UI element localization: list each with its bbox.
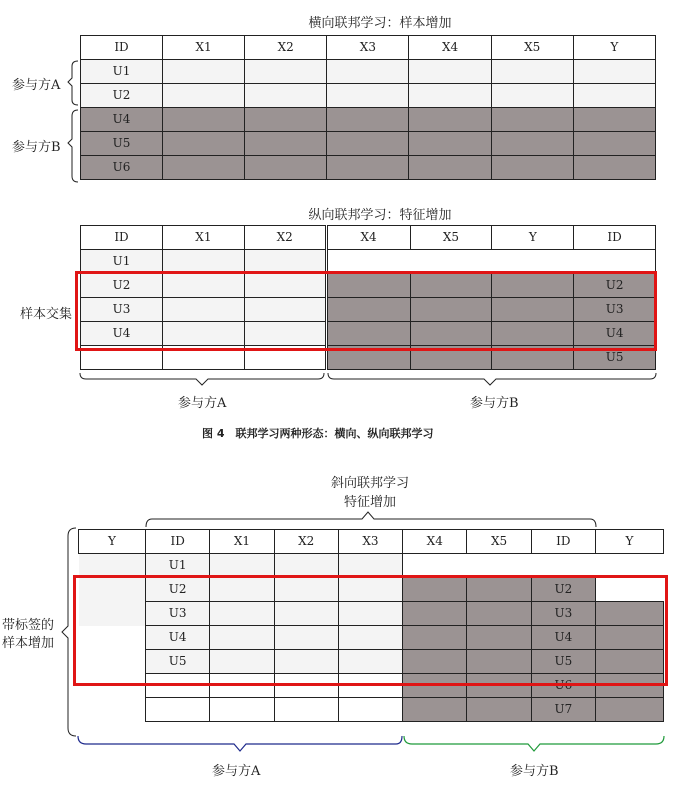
fig3-header-cell: X5	[467, 530, 531, 554]
row-id: U2	[574, 274, 656, 298]
fig2-intersection-highlight	[75, 271, 657, 351]
row-id: U1	[81, 60, 163, 84]
row-id: U3	[531, 602, 595, 626]
fig3-header-cell: X2	[274, 530, 338, 554]
row-id: U7	[531, 698, 595, 722]
fig3-party-a-label: 参与方A	[212, 764, 261, 779]
fig1-brace-b	[68, 110, 78, 182]
fig1-header-cell: X3	[327, 36, 409, 60]
row-id: U2	[146, 578, 210, 602]
fig3-header-cell: ID	[146, 530, 210, 554]
fig3-header-cell: X1	[210, 530, 274, 554]
fig1-party-a-label: 参与方A	[12, 78, 61, 93]
fig1-title: 横向联邦学习：样本增加	[308, 16, 452, 31]
fig2-side-label: 样本交集	[20, 307, 73, 322]
table-row	[81, 250, 656, 274]
fig1-brace-a	[68, 61, 78, 105]
row-id: U2	[81, 84, 163, 108]
row-id: U1	[81, 250, 163, 274]
table-row	[79, 698, 664, 722]
row-id: U3	[81, 298, 163, 322]
fig3-party-b-label: 参与方B	[510, 764, 559, 779]
fig2-party-a-label: 参与方A	[178, 396, 227, 411]
fig1-party-b-label: 参与方B	[12, 140, 61, 155]
row-id: U6	[81, 156, 163, 180]
fig2-header-cell: Y	[492, 226, 574, 250]
fig3-header-cell: X4	[403, 530, 467, 554]
row-id: U2	[531, 578, 595, 602]
row-id: U1	[146, 554, 210, 578]
fig2-header-cell: X1	[163, 226, 245, 250]
fig3-header-cell: X3	[338, 530, 402, 554]
fig3-labeled-sample-highlight	[73, 575, 668, 686]
fig3-side-label-line2: 样本增加	[2, 636, 55, 651]
row-id: U4	[531, 626, 595, 650]
row-id: U5	[574, 346, 656, 370]
table-row	[79, 554, 664, 578]
fig3-header-cell: ID	[531, 530, 595, 554]
row-id: U5	[81, 132, 163, 156]
fig3-header-cell: Y	[79, 530, 146, 554]
fig2-header-cell: X5	[410, 226, 492, 250]
fig1-header-cell: X1	[163, 36, 245, 60]
fig1-header-cell: X5	[491, 36, 573, 60]
fig1-header-cell: Y	[573, 36, 655, 60]
fig2-party-b-label: 参与方B	[470, 396, 519, 411]
row-id: U3	[574, 298, 656, 322]
figure-caption: 图 4 联邦学习两种形态：横向、纵向联邦学习	[202, 427, 434, 440]
fig2-header-cell: X2	[244, 226, 326, 250]
row-id: U3	[146, 602, 210, 626]
row-id: U6	[531, 674, 595, 698]
row-id: U4	[81, 108, 163, 132]
fig2-header-cell: X4	[326, 226, 410, 250]
fig2-brace-a	[80, 373, 324, 385]
fig3-title-line2: 特征增加	[343, 495, 396, 510]
fig1-header-cell: ID	[81, 36, 163, 60]
fig3-header-cell: Y	[596, 530, 664, 554]
fig3-brace-a	[78, 736, 402, 751]
fig1-header-cell: X4	[409, 36, 491, 60]
row-id: U5	[146, 650, 210, 674]
row-id: U4	[81, 322, 163, 346]
fig2-header-cell: ID	[81, 226, 163, 250]
row-id: U4	[574, 322, 656, 346]
row-id: U4	[146, 626, 210, 650]
row-id: U2	[81, 274, 163, 298]
fig2-header-cell: ID	[574, 226, 656, 250]
fig2-title: 纵向联邦学习：特征增加	[308, 208, 452, 223]
fig3-title-line1: 斜向联邦学习	[330, 476, 409, 491]
row-id: U5	[531, 650, 595, 674]
fig3-brace-b	[404, 736, 664, 751]
fig1-header-cell: X2	[245, 36, 327, 60]
fig3-brace-top	[146, 512, 596, 527]
fig3-side-label-line1: 带标签的	[2, 618, 55, 633]
fig2-brace-b	[328, 373, 656, 385]
